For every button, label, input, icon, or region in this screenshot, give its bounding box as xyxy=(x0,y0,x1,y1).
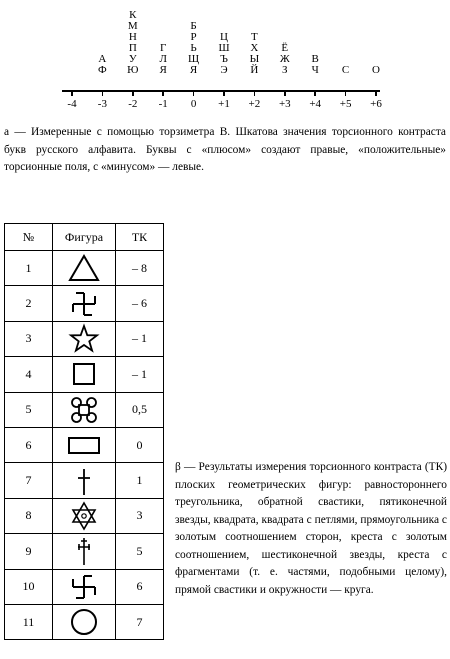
tk-value: – 1 xyxy=(116,357,164,392)
scale-letter: К xyxy=(129,9,137,21)
table-row xyxy=(5,357,164,392)
tk-value: 3 xyxy=(116,498,164,533)
tk-value: 6 xyxy=(116,569,164,604)
tk-value: 0,5 xyxy=(116,392,164,427)
left-swastika-icon xyxy=(68,288,100,320)
row-number: 6 xyxy=(5,427,53,462)
scale-tick-label: +1 xyxy=(218,98,230,110)
scale-letter: Н xyxy=(128,31,137,43)
tk-value: – 1 xyxy=(116,321,164,356)
scale-letter: Ф xyxy=(98,64,107,76)
golden-cross-icon xyxy=(68,465,100,497)
header-figure: Фигура xyxy=(53,224,116,251)
clover-loop-icon xyxy=(68,394,100,426)
header-tk: ТК xyxy=(116,224,164,251)
figure-cell xyxy=(53,604,116,639)
table-row xyxy=(5,392,164,427)
scale-letter: Г xyxy=(160,42,167,54)
scale-letter: Ы xyxy=(249,53,260,65)
scale-letter: Ъ xyxy=(220,53,228,65)
scale-tick-label: +2 xyxy=(248,98,261,110)
scale-tick-label: -1 xyxy=(158,98,168,110)
scale-tick-label: +4 xyxy=(309,98,322,110)
cross-with-small-arms-icon xyxy=(68,535,100,567)
scale-letter: А xyxy=(98,53,107,65)
scale-tick xyxy=(345,90,347,96)
row-number: 2 xyxy=(5,286,53,321)
figure-cell xyxy=(53,286,116,321)
scale-tick xyxy=(314,90,316,96)
scale-letter: Ж xyxy=(279,53,290,65)
table-row xyxy=(5,286,164,321)
scale-letter: Й xyxy=(250,64,259,76)
scale-tick xyxy=(375,90,377,96)
row-number: 11 xyxy=(5,604,53,639)
figure-cell xyxy=(53,427,116,462)
scale-letter: Ё xyxy=(281,42,289,54)
scale-tick xyxy=(193,90,195,96)
scale-tick-label: -2 xyxy=(128,98,138,110)
scale-axis-line xyxy=(62,90,380,92)
scale-tick xyxy=(71,90,73,96)
table-row xyxy=(5,534,164,569)
scale-letter: П xyxy=(128,42,137,54)
row-number: 3 xyxy=(5,321,53,356)
figure-cell xyxy=(53,251,116,286)
scale-letter: У xyxy=(128,53,137,65)
scale-tick xyxy=(223,90,225,96)
scale-letter: Э xyxy=(220,64,228,76)
figures-table xyxy=(4,223,164,640)
scale-letter: З xyxy=(282,64,288,76)
scale-letter: Щ xyxy=(188,53,200,65)
pentagram-star-icon xyxy=(68,323,100,355)
table-header-row xyxy=(5,224,164,251)
tk-value: 0 xyxy=(116,427,164,462)
scale-letter: Л xyxy=(159,53,167,65)
scale-tick-label: -3 xyxy=(97,98,107,110)
scale-letter: В xyxy=(311,53,319,65)
figure-cell xyxy=(53,498,116,533)
scale-letter: Ч xyxy=(311,64,319,76)
scale-letter: Ш xyxy=(218,42,230,54)
row-number: 4 xyxy=(5,357,53,392)
right-swastika-icon xyxy=(68,571,100,603)
scale-letter: Р xyxy=(190,31,197,43)
triangle-icon xyxy=(68,252,100,284)
row-number: 7 xyxy=(5,463,53,498)
caption-b: β — Результаты измерения торсионного контраста (ТК) плоских геометрических фигур: равностороннего треугольника, обратной свастики, пятиконечной звезды, квадрата, квадрата с петлями, прямоугольника с золотым соотношением сторон, креста с золотым соотношением, шестиконечной звезды, креста с фрагментами (т. е. частями, подобными целому), прямой свастики и окружности — круга. xyxy=(175,461,447,596)
scale-letter: Ц xyxy=(220,31,228,43)
figure-cell xyxy=(53,569,116,604)
table-row xyxy=(5,427,164,462)
row-number: 10 xyxy=(5,569,53,604)
scale-letter: С xyxy=(341,64,350,76)
scale-tick xyxy=(132,90,134,96)
scale-tick-label: +3 xyxy=(278,98,291,110)
scale-tick-label: 0 xyxy=(190,98,197,110)
scale-letter: Я xyxy=(189,64,198,76)
figure-cell xyxy=(53,392,116,427)
row-number: 8 xyxy=(5,498,53,533)
tk-value: 1 xyxy=(116,463,164,498)
figure-cell xyxy=(53,534,116,569)
scale-tick-label: +5 xyxy=(339,98,352,110)
table-row xyxy=(5,251,164,286)
golden-rectangle-icon xyxy=(68,429,100,461)
table-row xyxy=(5,604,164,639)
tk-value: 7 xyxy=(116,604,164,639)
table-row xyxy=(5,569,164,604)
scale-letter: О xyxy=(372,64,380,76)
hexagram-star-icon xyxy=(68,500,100,532)
square-icon xyxy=(68,358,100,390)
header-number: № xyxy=(5,224,53,251)
scale-letter: Х xyxy=(250,42,259,54)
scale-tick-label: -4 xyxy=(67,98,77,110)
scale-tick xyxy=(162,90,164,96)
row-number: 1 xyxy=(5,251,53,286)
figure-cell xyxy=(53,321,116,356)
table-row xyxy=(5,498,164,533)
caption-a: а — Измеренные с помощью торзиметра В. Шкатова значения торсионного контраста букв русского алфавита. Буквы с «плюсом» создают правые, «положительные» торсионные поля, с «минусом» — левые. xyxy=(4,126,446,173)
scale-letter: М xyxy=(127,20,138,32)
tk-value: – 8 xyxy=(116,251,164,286)
scale-tick-label: +6 xyxy=(370,98,382,110)
scale-letter: Я xyxy=(159,64,167,76)
tk-value: – 6 xyxy=(116,286,164,321)
circle-icon xyxy=(68,606,100,638)
scale-tick xyxy=(284,90,286,96)
figure-cell xyxy=(53,357,116,392)
row-number: 9 xyxy=(5,534,53,569)
figure-cell xyxy=(53,463,116,498)
table-row xyxy=(5,321,164,356)
scale-letter: Ь xyxy=(190,42,197,54)
row-number: 5 xyxy=(5,392,53,427)
scale-letter: Б xyxy=(190,20,197,32)
scale-tick xyxy=(102,90,104,96)
table-row xyxy=(5,463,164,498)
scale-letter: Ю xyxy=(127,64,139,76)
scale-tick xyxy=(254,90,256,96)
tk-value: 5 xyxy=(116,534,164,569)
scale-letter: Т xyxy=(251,31,258,43)
